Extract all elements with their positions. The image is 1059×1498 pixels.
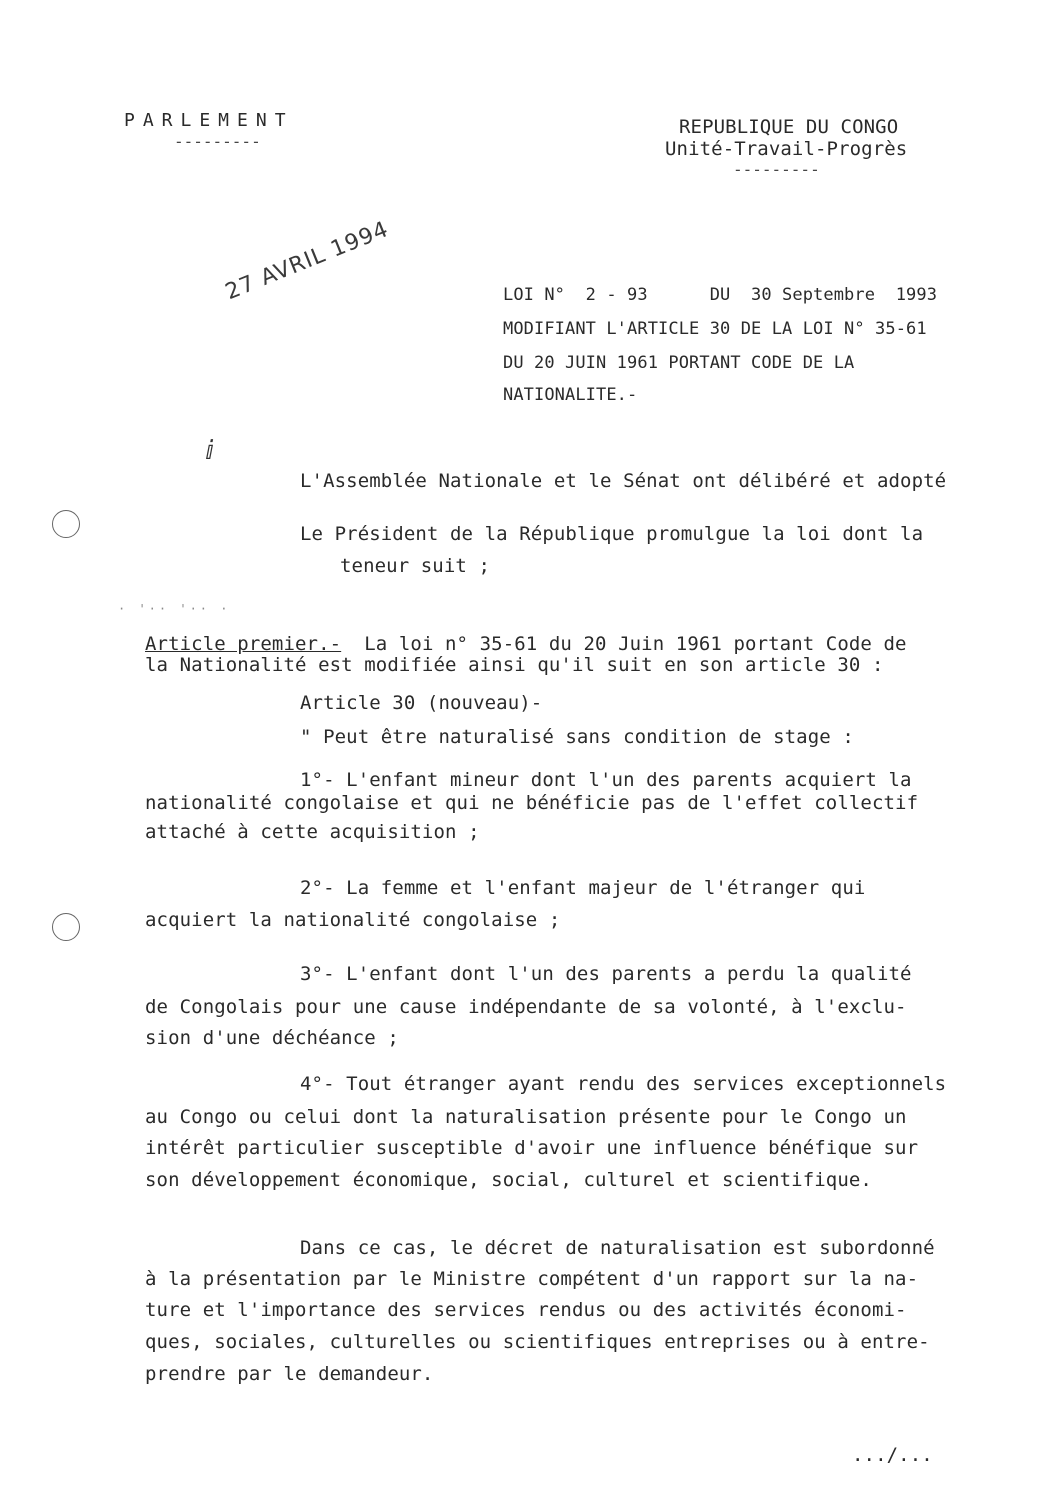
article-30-heading: Article 30 (nouveau)- — [300, 692, 543, 714]
item-2-line-2: acquiert la nationalité congolaise ; — [145, 909, 561, 931]
scan-noise: · '·· '·· · — [118, 602, 231, 616]
item-4-line-3: intérêt particulier susceptible d'avoir une influence bénéfique sur — [145, 1137, 919, 1159]
item-3-line-2: de Congolais pour une cause indépendante de sa volonté, à l'exclu- — [145, 996, 907, 1018]
republic-motto: Unité-Travail-Progrès — [665, 138, 908, 160]
item-4-line-2: au Congo ou celui dont la naturalisation présente pour le Congo un — [145, 1106, 907, 1128]
preamble-paragraph-1: L'Assemblée Nationale et le Sénat ont délibéré et adopté — [300, 470, 947, 492]
closing-line-3: ture et l'importance des services rendus ou des activités économi- — [145, 1299, 907, 1321]
republic-title: REPUBLIQUE DU CONGO — [679, 116, 899, 138]
closing-line-2: à la présentation par le Ministre compétent d'un rapport sur la na- — [145, 1268, 919, 1290]
item-3-line-1: 3°- L'enfant dont l'un des parents a perdu la qualité — [300, 963, 912, 985]
item-1-line-1: 1°- L'enfant mineur dont l'un des parents acquiert la — [300, 769, 912, 791]
article-premier-label: Article premier.- — [145, 633, 342, 655]
article-premier-line-1 — [145, 633, 907, 655]
punch-hole-icon — [52, 510, 80, 538]
item-1-line-3: attaché à cette acquisition ; — [145, 821, 480, 843]
date-stamp: 27 AVRIL 1994 — [222, 216, 393, 306]
item-4-line-1: 4°- Tout étranger ayant rendu des services exceptionnels — [300, 1073, 947, 1095]
law-number: LOI N° 2 - 93 DU 30 Septembre 1993 — [503, 285, 938, 305]
closing-line-1: Dans ce cas, le décret de naturalisation est subordonné — [300, 1237, 935, 1259]
law-title-line-4: NATIONALITE.- — [503, 385, 638, 405]
parliament-title: PARLEMENT — [124, 110, 294, 131]
continuation-mark: .../... — [852, 1444, 933, 1466]
item-4-line-4: son développement économique, social, culturel et scientifique. — [145, 1169, 872, 1191]
parliament-rule: --------- — [174, 132, 261, 151]
item-1-line-2: nationalité congolaise et qui ne bénéficie pas de l'effet collectif — [145, 792, 919, 814]
preamble-paragraph-2-cont: teneur suit ; — [340, 555, 491, 577]
punch-hole-icon — [52, 913, 80, 941]
law-title-line-3: DU 20 JUIN 1961 PORTANT CODE DE LA — [503, 353, 855, 373]
closing-line-4: ques, sociales, culturelles ou scientifiques entreprises ou à entre- — [145, 1331, 930, 1353]
republic-rule: --------- — [733, 160, 820, 179]
law-title-line-2: MODIFIANT L'ARTICLE 30 DE LA LOI N° 35-61 — [503, 319, 927, 339]
preamble-paragraph-2: Le Président de la République promulgue la loi dont la — [300, 523, 924, 545]
margin-mark-icon: ⅈ — [205, 436, 215, 466]
item-3-line-3: sion d'une déchéance ; — [145, 1027, 399, 1049]
article-30-intro: " Peut être naturalisé sans condition de stage : — [300, 726, 854, 748]
item-2-line-1: 2°- La femme et l'enfant majeur de l'étranger qui — [300, 877, 866, 899]
article-premier-text: La loi n° 35-61 du 20 Juin 1961 portant Code de — [341, 633, 907, 655]
closing-line-5: prendre par le demandeur. — [145, 1363, 434, 1385]
article-premier-line-2: la Nationalité est modifiée ainsi qu'il suit en son article 30 : — [145, 654, 884, 676]
